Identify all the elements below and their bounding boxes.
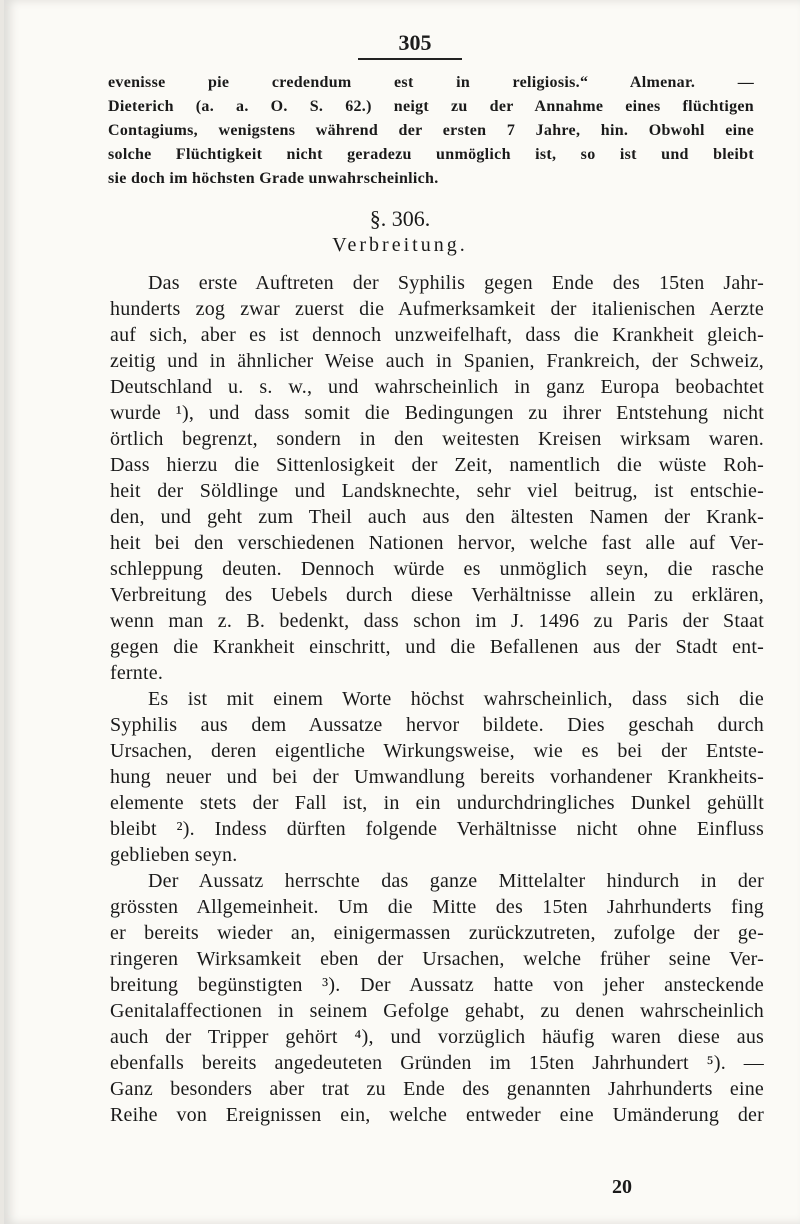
body-line: heit der Söldlinge und Landsknechte, sehr viel beitrug, ist entschie- <box>110 480 764 502</box>
body-line: ringeren Wirksamkeit eben der Ursachen, welche früher seine Ver- <box>110 948 764 970</box>
body-line: wurde ¹), und dass somit die Bedingungen zu ihrer Entstehung nicht <box>110 402 764 424</box>
body-line: breitung begünstigten ³). Der Aussatz hatte von jeher ansteckende <box>110 974 764 996</box>
body-line: schleppung deuten. Dennoch würde es unmöglich seyn, die rasche <box>110 558 764 580</box>
footnote-line: evenisse pie credendum est in religiosis.“ Almenar. — <box>108 74 754 91</box>
section-number: §. 306. <box>369 206 431 231</box>
body-line: ebenfalls bereits angedeuteten Gründen im 15ten Jahrhundert ⁵). — <box>110 1052 764 1074</box>
body-line: Reihe von Ereignissen ein, welche entweder eine Umänderung der <box>110 1104 764 1126</box>
body-line: Das erste Auftreten der Syphilis gegen Ende des 15ten Jahr- <box>148 272 764 294</box>
body-line: auf sich, aber es ist dennoch unzweifelhaft, dass die Krankheit gleich- <box>110 324 764 346</box>
body-line: Ursachen, deren eigentliche Wirkungsweise, wie es bei der Entste- <box>110 740 764 762</box>
body-line: bleibt ²). Indess dürften folgende Verhältnisse nicht ohne Einfluss <box>110 818 764 840</box>
page-number: 305 <box>398 30 432 55</box>
footnote-line: sie doch im höchsten Grade unwahrscheinlich. <box>108 170 439 187</box>
section-title: Verbreitung. <box>332 234 468 256</box>
footnote-line: Contagiums, wenigstens während der ersten 7 Jahre, hin. Obwohl eine <box>108 122 754 139</box>
body-line: den, und geht zum Theil auch aus den ältesten Namen der Krank- <box>110 506 764 528</box>
body-line: Es ist mit einem Worte höchst wahrscheinlich, dass sich die <box>148 688 764 710</box>
body-line: zeitig und in ähnlicher Weise auch in Spanien, Frankreich, der Schweiz, <box>110 350 764 372</box>
body-line: örtlich begrenzt, sondern in den weitesten Kreisen wirksam waren. <box>110 428 764 450</box>
footnote-line: Dieterich (a. a. O. S. 62.) neigt zu der Annahme eines flüchtigen <box>108 98 754 115</box>
body-line: hung neuer und bei der Umwandlung bereits vorhandener Krankheits- <box>110 766 764 788</box>
body-line: wenn man z. B. bedenkt, dass schon im J. 1496 zu Paris der Staat <box>110 610 764 632</box>
page-number-rule <box>358 58 462 60</box>
body-line: hunderts zog zwar zuerst die Aufmerksamkeit der italienischen Aerzte <box>110 298 764 320</box>
body-line: Syphilis aus dem Aussatze hervor bildete. Dies geschah durch <box>110 714 764 736</box>
body-line: heit bei den verschiedenen Nationen hervor, welche fast alle auf Ver- <box>110 532 764 554</box>
body-line: auch der Tripper gehört ⁴), und vorzüglich häufig waren diese aus <box>110 1026 764 1048</box>
body-line: Genitalaffectionen in seinem Gefolge gehabt, zu denen wahrscheinlich <box>110 1000 764 1022</box>
body-line: Verbreitung des Uebels durch diese Verhältnisse allein zu erklären, <box>110 584 764 606</box>
body-line: Der Aussatz herrschte das ganze Mittelalter hindurch in der <box>148 870 764 892</box>
signature-mark: 20 <box>612 1176 632 1198</box>
body-line: gegen die Krankheit einschritt, und die Befallenen aus der Stadt ent- <box>110 636 764 658</box>
body-line: fernte. <box>110 662 164 684</box>
body-line: grössten Allgemeinheit. Um die Mitte des 15ten Jahrhunderts fing <box>110 896 764 918</box>
body-line: er bereits wieder an, einigermassen zurückzutreten, zufolge der ge- <box>110 922 764 944</box>
body-line: Ganz besonders aber trat zu Ende des genannten Jahrhunderts eine <box>110 1078 764 1100</box>
footnote-line: solche Flüchtigkeit nicht geradezu unmöglich ist, so ist und bleibt <box>108 146 754 163</box>
body-line: geblieben seyn. <box>110 844 238 866</box>
body-line: Dass hierzu die Sittenlosigkeit der Zeit, namentlich die wüste Roh- <box>110 454 764 476</box>
body-line: elemente stets der Fall ist, in ein undurchdringliches Dunkel gehüllt <box>110 792 764 814</box>
body-line: Deutschland u. s. w., und wahrscheinlich in ganz Europa beobachtet <box>110 376 764 398</box>
